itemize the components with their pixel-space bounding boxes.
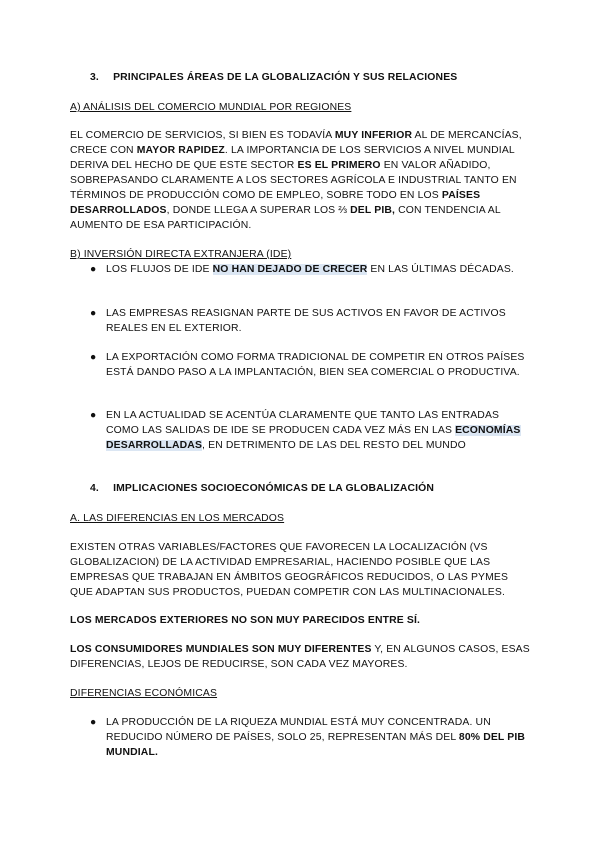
paragraph-consumidores: [70, 642, 532, 672]
text-run: EN LA ACTUALIDAD SE ACENTÚA CLARAMENTE QUE TANTO LAS ENTRADAS COMO LAS SALIDAS DE IDE SE PRODUCEN CADA VEZ MÁS EN LAS: [106, 410, 500, 436]
bold-run: LOS CONSUMIDORES MUNDIALES SON MUY DIFERENTES: [70, 644, 372, 655]
bold-run: PAÍSES DESARROLLADOS: [70, 190, 481, 216]
highlighted-bold-run: NO HAN DEJADO DE CRECER: [212, 264, 368, 275]
subheading-diferencias-economicas: DIFERENCIAS ECONÓMICAS: [70, 688, 218, 699]
bullet-icon: ●: [90, 410, 97, 421]
text-run: EL COMERCIO DE SERVICIOS, SI BIEN ES TODAVÍA: [70, 130, 335, 141]
section-3-heading: [90, 70, 552, 85]
paragraph-mercados-exteriores: LOS MERCADOS EXTERIORES NO SON MUY PARECIDOS ENTRE SÍ.: [70, 615, 421, 626]
section-4-heading: [90, 481, 552, 496]
list-item: [90, 715, 530, 760]
paragraph-comercio-servicios: [70, 128, 532, 233]
text-run: EN LAS ÚLTIMAS DÉCADAS.: [367, 264, 514, 275]
bullet-icon: ●: [90, 717, 97, 728]
bold-run: MUY INFERIOR: [334, 130, 413, 141]
text-run: AL DE MERCANCÍAS, CRECE CON: [70, 130, 522, 156]
section-3-title: PRINCIPALES ÁREAS DE LA GLOBALIZACIÓN Y SUS RELACIONES: [113, 72, 458, 83]
list-item-text: LA EXPORTACIÓN COMO FORMA TRADICIONAL DE COMPETIR EN OTROS PAÍSES ESTÁ DANDO PASO A LA IMPLANTACIÓN, BIEN SEA COMERCIAL O PRODUCTIVA.: [106, 352, 525, 378]
text-run: LA PRODUCCIÓN DE LA RIQUEZA MUNDIAL ESTÁ MUY CONCENTRADA. UN REDUCIDO NÚMERO DE PAÍSES, SOLO 25, REPRESENTAN MÁS DEL: [106, 717, 491, 743]
subheading-ide: B) INVERSIÓN DIRECTA EXTRANJERA (IDE): [70, 249, 292, 260]
text-run: EN VALOR AÑADIDO, SOBREPASANDO CLARAMENTE A LOS SECTORES AGRÍCOLA E INDUSTRIAL TANTO EN TÉRMINOS DE PRODUCCIÓN COMO DE EMPLEO, SOBRE TODO EN LOS: [70, 160, 517, 201]
bullet-icon: ●: [90, 264, 97, 275]
bold-run: ES EL PRIMERO: [297, 160, 381, 171]
text-run: , EN DETRIMENTO DE LAS DEL RESTO DEL MUNDO: [202, 440, 466, 451]
section-4-title: IMPLICACIONES SOCIOECONÓMICAS DE LA GLOBALIZACIÓN: [113, 483, 435, 494]
list-item: [90, 350, 530, 380]
section-3-number: 3.: [90, 72, 99, 83]
bullet-icon: ●: [90, 352, 97, 363]
bullet-icon: ●: [90, 308, 97, 319]
bold-run: MAYOR RAPIDEZ: [136, 145, 225, 156]
bold-run: DEL PIB,: [350, 205, 396, 216]
text-run: , DONDE LLEGA A SUPERAR LOS ⅔: [166, 205, 351, 216]
highlighted-bold-run: ECONOMÍAS DESARROLLADAS: [106, 425, 521, 451]
text-run: Y, EN ALGUNOS CASOS, ESAS DIFERENCIAS, LEJOS DE REDUCIRSE, SON CADA VEZ MAYORES.: [70, 644, 530, 670]
subheading-diferencias-mercados: A. LAS DIFERENCIAS EN LOS MERCADOS: [70, 513, 285, 524]
list-item: [90, 408, 530, 453]
subheading-comercio-mundial: A) ANÁLISIS DEL COMERCIO MUNDIAL POR REGIONES: [70, 102, 352, 113]
list-item: [90, 262, 530, 277]
section-4-number: 4.: [90, 483, 99, 494]
list-item: [90, 306, 530, 336]
text-run: LOS FLUJOS DE IDE: [106, 264, 213, 275]
text-run: . LA IMPORTANCIA DE LOS SERVICIOS A NIVEL MUNDIAL DERIVA DEL HECHO DE QUE ESTE SECTOR: [70, 145, 515, 171]
paragraph-localizacion: EXISTEN OTRAS VARIABLES/FACTORES QUE FAVORECEN LA LOCALIZACIÓN (VS GLOBALIZACION) DE LA ACTIVIDAD EMPRESARIAL, HACIENDO POSIBLE QUE LAS EMPRESAS QUE TRABAJAN EN ÁMBITOS GEOGRÁFICOS REDUCIDOS, O LAS PYMES QUE ADAPTAN SUS PRODUCTOS, PUEDAN COMPETIR CON LAS MULTINACIONALES.: [70, 542, 509, 598]
bold-run: 80% DEL PIB MUNDIAL.: [106, 732, 526, 758]
text-run: CON TENDENCIA AL AUMENTO DE ESA PARTICIPACIÓN.: [70, 205, 501, 231]
list-item-text: LAS EMPRESAS REASIGNAN PARTE DE SUS ACTIVOS EN FAVOR DE ACTIVOS REALES EN EL EXTERIOR.: [106, 308, 506, 334]
